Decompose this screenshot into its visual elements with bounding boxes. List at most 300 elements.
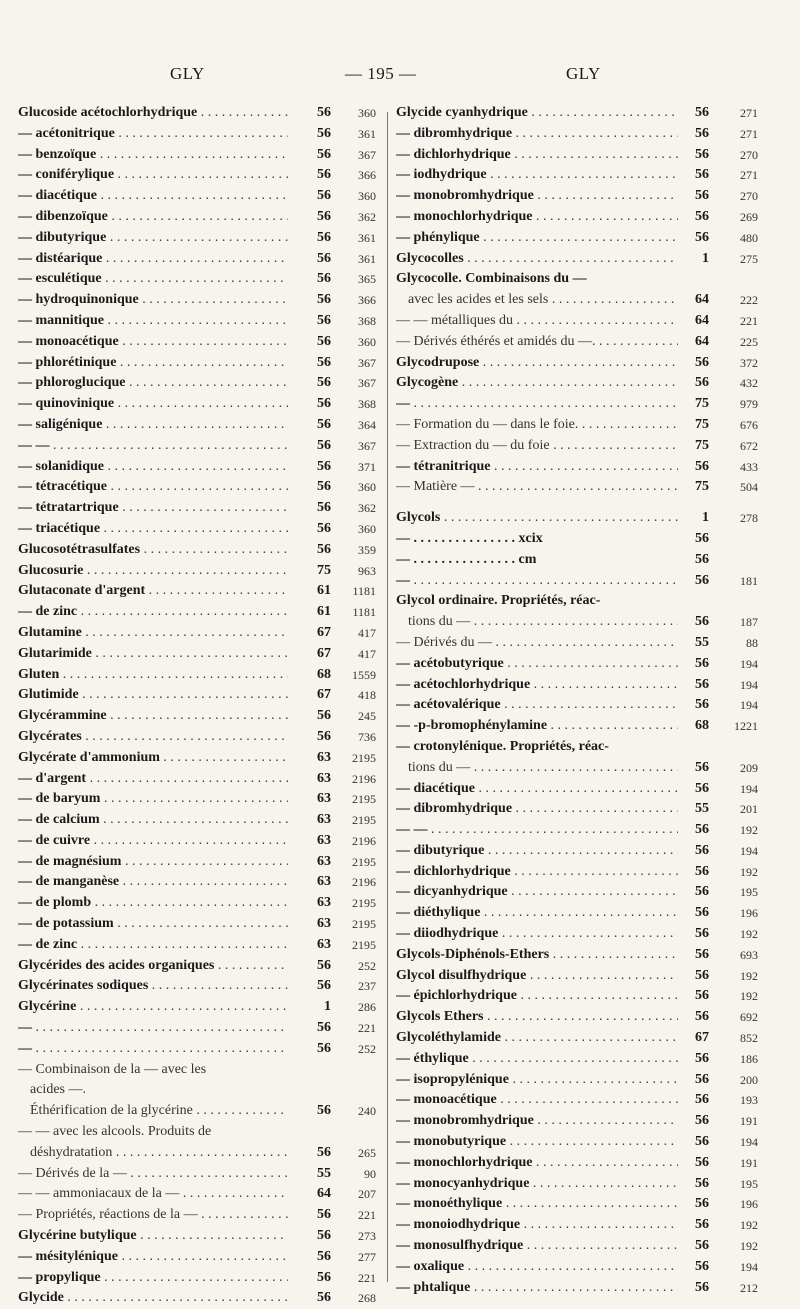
entry-volume: 75 [695, 437, 709, 453]
entry-volume: 56 [695, 354, 709, 370]
entry-term: — — métalliques du . . . [396, 311, 678, 332]
index-entry [396, 1028, 766, 1049]
entry-volume: 56 [695, 1154, 709, 1170]
entry-term: Glycérinates sodiques . . . [18, 976, 288, 997]
entry-term: — hydroquinonique . . . [18, 290, 288, 311]
entry-page: 418 [358, 688, 376, 703]
index-entry [396, 124, 766, 145]
entry-volume: 56 [317, 1040, 331, 1056]
entry-page: 192 [740, 968, 758, 983]
entry-page: 194 [740, 1135, 758, 1150]
index-entry [396, 903, 766, 924]
entry-volume: 63 [317, 895, 331, 911]
entry-volume: 75 [695, 416, 709, 432]
entry-term: Glycide cyanhydrique . . . [396, 103, 678, 124]
entry-term: — de cuivre . . . [18, 831, 288, 852]
entry-volume: 56 [695, 1050, 709, 1066]
entry-page: 2195 [352, 813, 376, 828]
entry-page: 200 [740, 1072, 758, 1087]
index-entry [396, 457, 766, 478]
entry-term: — de potassium . . . [18, 914, 288, 935]
index-entry [18, 1288, 374, 1309]
entry-term: — . . . [18, 1018, 288, 1039]
entry-volume: 56 [695, 780, 709, 796]
entry-page: 361 [358, 251, 376, 266]
entry-term: — isopropylénique . . . [396, 1070, 678, 1091]
entry-page: 275 [740, 251, 758, 266]
entry-volume: 56 [695, 167, 709, 183]
entry-page: 2195 [352, 792, 376, 807]
entry-page: 201 [740, 802, 758, 817]
entry-term: Glycérine . . . [18, 997, 288, 1018]
entry-volume: 56 [695, 146, 709, 162]
entry-volume: 55 [317, 1165, 331, 1181]
entry-volume: 56 [317, 978, 331, 994]
index-entry [396, 207, 766, 228]
entry-page: 362 [358, 209, 376, 224]
entry-volume: 64 [695, 333, 709, 349]
index-entry [18, 519, 374, 540]
entry-term: — solanidique . . . [18, 457, 288, 478]
entry-volume: 56 [695, 1092, 709, 1108]
entry-term: — dibutyrique . . . [396, 841, 678, 862]
entry-volume: 56 [695, 905, 709, 921]
entry-term: — dibromhydrique . . . [396, 124, 678, 145]
index-entry [18, 997, 374, 1018]
entry-volume: 56 [317, 312, 331, 328]
entry-page: 286 [358, 1000, 376, 1015]
entry-term: — Dérivés éthérés et amidés du —. . . . [396, 332, 678, 353]
entry-term: — — . . . [18, 436, 288, 457]
entry-volume: 56 [695, 655, 709, 671]
header-left: GLY [170, 64, 205, 83]
entry-term: — monoacétique . . . [396, 1090, 678, 1111]
entry-term: Glycocolles . . . [396, 249, 678, 270]
index-entry [18, 1164, 374, 1185]
entry-term: — épichlorhydrique . . . [396, 986, 678, 1007]
entry-volume: 56 [695, 458, 709, 474]
index-entry [18, 706, 374, 727]
entry-volume: 56 [317, 208, 331, 224]
index-entry [396, 1111, 766, 1132]
entry-volume: 56 [317, 125, 331, 141]
entry-volume: 56 [317, 1269, 331, 1285]
entry-term: — coniférylique . . . [18, 165, 288, 186]
entry-volume: 67 [317, 624, 331, 640]
entry-volume: 64 [317, 1186, 331, 1202]
index-entry [18, 1247, 374, 1268]
entry-page: 191 [740, 1114, 758, 1129]
entry-page: 365 [358, 272, 376, 287]
entry-term: — de calcium . . . [18, 810, 288, 831]
index-entry [18, 207, 374, 228]
entry-page: 88 [746, 635, 758, 650]
index-entry [18, 789, 374, 810]
index-entry [18, 727, 374, 748]
index-entry [396, 477, 766, 498]
entry-volume: 56 [695, 188, 709, 204]
entry-term: — de manganèse . . . [18, 872, 288, 893]
entry-volume: 56 [695, 1217, 709, 1233]
entry-term: — dicyanhydrique . . . [396, 882, 678, 903]
entry-page: 90 [364, 1166, 376, 1181]
entry-term: tions du — . . . [408, 612, 678, 633]
index-entry [18, 976, 374, 997]
entry-page: 194 [740, 1259, 758, 1274]
entry-volume: 55 [695, 801, 709, 817]
entry-volume: 56 [317, 105, 331, 120]
entry-volume: 63 [317, 749, 331, 765]
index-entry [18, 1205, 374, 1226]
entry-page: 367 [358, 355, 376, 370]
entry-term: — de magnésium . . . [18, 852, 288, 873]
index-entry [396, 799, 766, 820]
index-entry [18, 373, 374, 394]
index-entry [396, 269, 766, 290]
entry-term: — acétonitrique . . . [18, 124, 288, 145]
index-entry [18, 540, 374, 561]
entry-page: 273 [358, 1229, 376, 1244]
entry-term: — Propriétés, réactions de la — . . . [18, 1205, 288, 1226]
entry-volume: 56 [317, 396, 331, 412]
index-entry [396, 228, 766, 249]
entry-page: 207 [358, 1187, 376, 1202]
entry-volume: 1 [702, 250, 709, 266]
entry-term: — mésitylénique . . . [18, 1247, 288, 1268]
entry-page: 192 [740, 989, 758, 1004]
index-entry [18, 935, 374, 956]
entry-page: 209 [740, 760, 758, 775]
entry-page: 480 [740, 230, 758, 245]
index-entry [18, 124, 374, 145]
entry-page: 852 [740, 1031, 758, 1046]
entry-volume: 67 [317, 645, 331, 661]
entry-page: 192 [740, 1239, 758, 1254]
index-entry [18, 1060, 374, 1081]
entry-term: — oxalique . . . [396, 1257, 678, 1278]
entry-term: — . . . . . . . . . . . . . . . cm [396, 551, 537, 567]
entry-volume: 56 [695, 676, 709, 692]
entry-page: 2195 [352, 896, 376, 911]
entry-volume: 56 [317, 354, 331, 370]
entry-page: 360 [358, 189, 376, 204]
entry-page: 367 [358, 147, 376, 162]
entry-volume: 56 [317, 1103, 331, 1119]
entry-volume: 56 [317, 271, 331, 287]
entry-page: 1221 [734, 719, 758, 734]
entry-volume: 56 [317, 728, 331, 744]
entry-volume: 56 [695, 551, 709, 567]
entry-volume: 56 [317, 458, 331, 474]
index-entry [396, 820, 766, 841]
index-entry [18, 810, 374, 831]
entry-term: — distéarique . . . [18, 249, 288, 270]
entry-term: Glutarimide . . . [18, 644, 288, 665]
entry-page: 371 [358, 459, 376, 474]
entry-volume: 63 [317, 916, 331, 932]
entry-term: — Extraction du — du foie . . . [396, 436, 678, 457]
entry-term: — éthylique . . . [396, 1049, 678, 1070]
index-entry [18, 249, 374, 270]
entry-term: — diacétique . . . [396, 779, 678, 800]
index-entry [18, 311, 374, 332]
index-entry [18, 748, 374, 769]
entry-volume: 63 [317, 791, 331, 807]
entry-volume: 67 [695, 1030, 709, 1046]
entry-volume: 56 [695, 105, 709, 120]
entry-page: 366 [358, 168, 376, 183]
entry-page: 2196 [352, 771, 376, 786]
index-entry [18, 145, 374, 166]
entry-term: — . . . . . . . . . . . . . . . xcix [396, 530, 543, 546]
entry-volume: 56 [317, 229, 331, 245]
entry-page: 187 [740, 615, 758, 630]
entry-page: 192 [740, 864, 758, 879]
index-entry [396, 758, 766, 779]
index-entry [18, 477, 374, 498]
index-entry [18, 165, 374, 186]
index-entry [396, 394, 766, 415]
index-entry [396, 1194, 766, 1215]
index-entry [396, 612, 766, 633]
entry-page: 194 [740, 698, 758, 713]
entry-term: — . . . [18, 1039, 288, 1060]
entry-volume: 1 [324, 999, 331, 1015]
index-entry [396, 550, 766, 571]
entry-page: 195 [740, 1176, 758, 1191]
index-entry [18, 394, 374, 415]
index-entry [396, 508, 766, 529]
index-entry [18, 581, 374, 602]
entry-volume: 75 [695, 479, 709, 495]
index-entry [18, 1184, 374, 1205]
entry-volume: 56 [317, 1144, 331, 1160]
entry-term: Glucoside acétochlorhydrique . . . [18, 103, 288, 124]
entry-volume: 56 [695, 229, 709, 245]
index-entry [396, 1153, 766, 1174]
entry-page: 221 [358, 1208, 376, 1223]
entry-volume: 56 [695, 842, 709, 858]
entry-volume: 56 [695, 863, 709, 879]
entry-term: — esculétique . . . [18, 269, 288, 290]
entry-term: Glutimide . . . [18, 685, 288, 706]
entry-volume: 56 [317, 1290, 331, 1306]
entry-volume: 67 [317, 687, 331, 703]
entry-term: — acétochlorhydrique . . . [396, 675, 678, 696]
entry-term: — monocyanhydrique . . . [396, 1174, 678, 1195]
index-entry [396, 290, 766, 311]
entry-term: — dichlorhydrique . . . [396, 862, 678, 883]
index-entry [396, 165, 766, 186]
entry-volume: 56 [317, 146, 331, 162]
entry-term: — quinovinique . . . [18, 394, 288, 415]
entry-term: — dibutyrique . . . [18, 228, 288, 249]
entry-volume: 63 [317, 812, 331, 828]
entry-volume: 61 [317, 604, 331, 620]
entry-page: 252 [358, 958, 376, 973]
index-entry [396, 737, 766, 758]
entry-volume: 56 [695, 988, 709, 1004]
entry-page: 372 [740, 355, 758, 370]
index-entry [18, 228, 374, 249]
entry-page: 360 [358, 521, 376, 536]
entry-term: — phlorétinique . . . [18, 353, 288, 374]
index-entry [18, 602, 374, 623]
index-entry [396, 1090, 766, 1111]
entry-term: — monoacétique . . . [18, 332, 288, 353]
entry-term: — monobutyrique . . . [396, 1132, 678, 1153]
index-entry [396, 1132, 766, 1153]
index-entry [396, 779, 766, 800]
index-entry [396, 1007, 766, 1028]
entry-page: 271 [740, 126, 758, 141]
entry-term: — — avec les alcools. Produits de [18, 1124, 212, 1140]
entry-term: acides —. [30, 1082, 86, 1098]
entry-volume: 56 [695, 530, 709, 546]
entry-page: 186 [740, 1051, 758, 1066]
entry-page: 252 [358, 1041, 376, 1056]
index-entry [18, 353, 374, 374]
entry-page: 979 [740, 397, 758, 412]
entry-term: Glycogène . . . [396, 373, 678, 394]
entry-volume: 56 [695, 208, 709, 224]
index-entry [396, 924, 766, 945]
entry-term: — . . . [396, 394, 678, 415]
index-entry [396, 633, 766, 654]
entry-volume: 75 [317, 562, 331, 578]
index-entry [18, 893, 374, 914]
index-entry [396, 1215, 766, 1236]
entry-volume: 56 [695, 125, 709, 141]
entry-volume: 56 [317, 375, 331, 391]
entry-page: 736 [358, 729, 376, 744]
entry-page: 194 [740, 781, 758, 796]
entry-page: 222 [740, 293, 758, 308]
index-entry [396, 1070, 766, 1091]
entry-term: — saligénique . . . [18, 415, 288, 436]
entry-term: — Dérivés du — . . . [396, 633, 678, 654]
entry-term: Glycérammine . . . [18, 706, 288, 727]
entry-volume: 56 [317, 250, 331, 266]
entry-term: — tétranitrique . . . [396, 457, 678, 478]
entry-volume: 63 [317, 874, 331, 890]
index-entry [396, 1236, 766, 1257]
index-entry [18, 872, 374, 893]
index-entry [396, 529, 766, 550]
entry-page: 240 [358, 1104, 376, 1119]
entry-volume: 56 [317, 957, 331, 973]
index-entry [18, 1143, 374, 1164]
entry-term: Glycide . . . [18, 1288, 288, 1309]
index-entry [18, 561, 374, 582]
entry-page: 271 [740, 106, 758, 120]
entry-term: — Combinaison de la — avec les [18, 1061, 207, 1077]
entry-page: 194 [740, 677, 758, 692]
entry-page: 194 [740, 656, 758, 671]
entry-page: 270 [740, 189, 758, 204]
entry-page: 364 [358, 417, 376, 432]
entry-page: 692 [740, 1010, 758, 1025]
entry-term: Glucosurie . . . [18, 561, 288, 582]
entry-volume: 56 [695, 375, 709, 391]
entry-volume: 63 [317, 853, 331, 869]
index-entry [18, 1101, 374, 1122]
entry-term: — Matière — . . . [396, 477, 678, 498]
index-entry [18, 415, 374, 436]
entry-term: Glycoléthylamide . . . [396, 1028, 678, 1049]
entry-page: 1559 [352, 667, 376, 682]
entry-volume: 56 [317, 500, 331, 516]
index-entry [18, 103, 374, 124]
entry-term: Glycol disulfhydrique . . . [396, 966, 678, 987]
entry-page: 191 [740, 1155, 758, 1170]
index-entry [396, 571, 766, 592]
index-entry [396, 1278, 766, 1299]
entry-term: — dichlorhydrique . . . [396, 145, 678, 166]
entry-page: 192 [740, 1218, 758, 1233]
entry-term: — propylique . . . [18, 1268, 288, 1289]
entry-volume: 56 [695, 697, 709, 713]
entry-page: 221 [740, 313, 758, 328]
index-entry [396, 654, 766, 675]
index-entry [18, 665, 374, 686]
index-entry [18, 644, 374, 665]
entry-volume: 61 [317, 583, 331, 599]
entry-volume: 56 [317, 1228, 331, 1244]
entry-term: — diacétique . . . [18, 186, 288, 207]
entry-page: 269 [740, 209, 758, 224]
entry-volume: 64 [695, 312, 709, 328]
entry-page: 432 [740, 376, 758, 391]
index-entry [18, 332, 374, 353]
entry-volume: 63 [317, 936, 331, 952]
entry-term: — acétobutyrique . . . [396, 654, 678, 675]
entry-term: — monosulfhydrique . . . [396, 1236, 678, 1257]
entry-page: 2196 [352, 833, 376, 848]
index-entry [396, 249, 766, 270]
entry-page: 368 [358, 397, 376, 412]
entry-page: 212 [740, 1280, 758, 1295]
index-entry [18, 1080, 374, 1101]
index-entry [18, 457, 374, 478]
entry-term: — d'argent . . . [18, 769, 288, 790]
entry-volume: 68 [695, 718, 709, 734]
index-entry [18, 269, 374, 290]
entry-page: 195 [740, 885, 758, 900]
entry-term: Glycérides des acides organiques . . . [18, 956, 288, 977]
entry-term: Glycols Ethers . . . [396, 1007, 678, 1028]
index-entry [396, 311, 766, 332]
entry-page: 361 [358, 126, 376, 141]
entry-page: 360 [358, 334, 376, 349]
index-entry [18, 1018, 374, 1039]
index-entry [396, 1257, 766, 1278]
entry-volume: 56 [695, 926, 709, 942]
entry-page: 368 [358, 313, 376, 328]
entry-term: tions du — . . . [408, 758, 678, 779]
entry-volume: 56 [317, 167, 331, 183]
header-right: GLY [566, 64, 601, 83]
index-entry [396, 332, 766, 353]
index-entry [396, 716, 766, 737]
entry-page: 2195 [352, 917, 376, 932]
entry-term: — dibromhydrique . . . [396, 799, 678, 820]
entry-term: — diiodhydrique . . . [396, 924, 678, 945]
entry-term: — -p-bromophénylamine . . . [396, 716, 678, 737]
entry-page: 1181 [352, 584, 376, 599]
entry-page: 192 [740, 927, 758, 942]
entry-term: — de plomb . . . [18, 893, 288, 914]
